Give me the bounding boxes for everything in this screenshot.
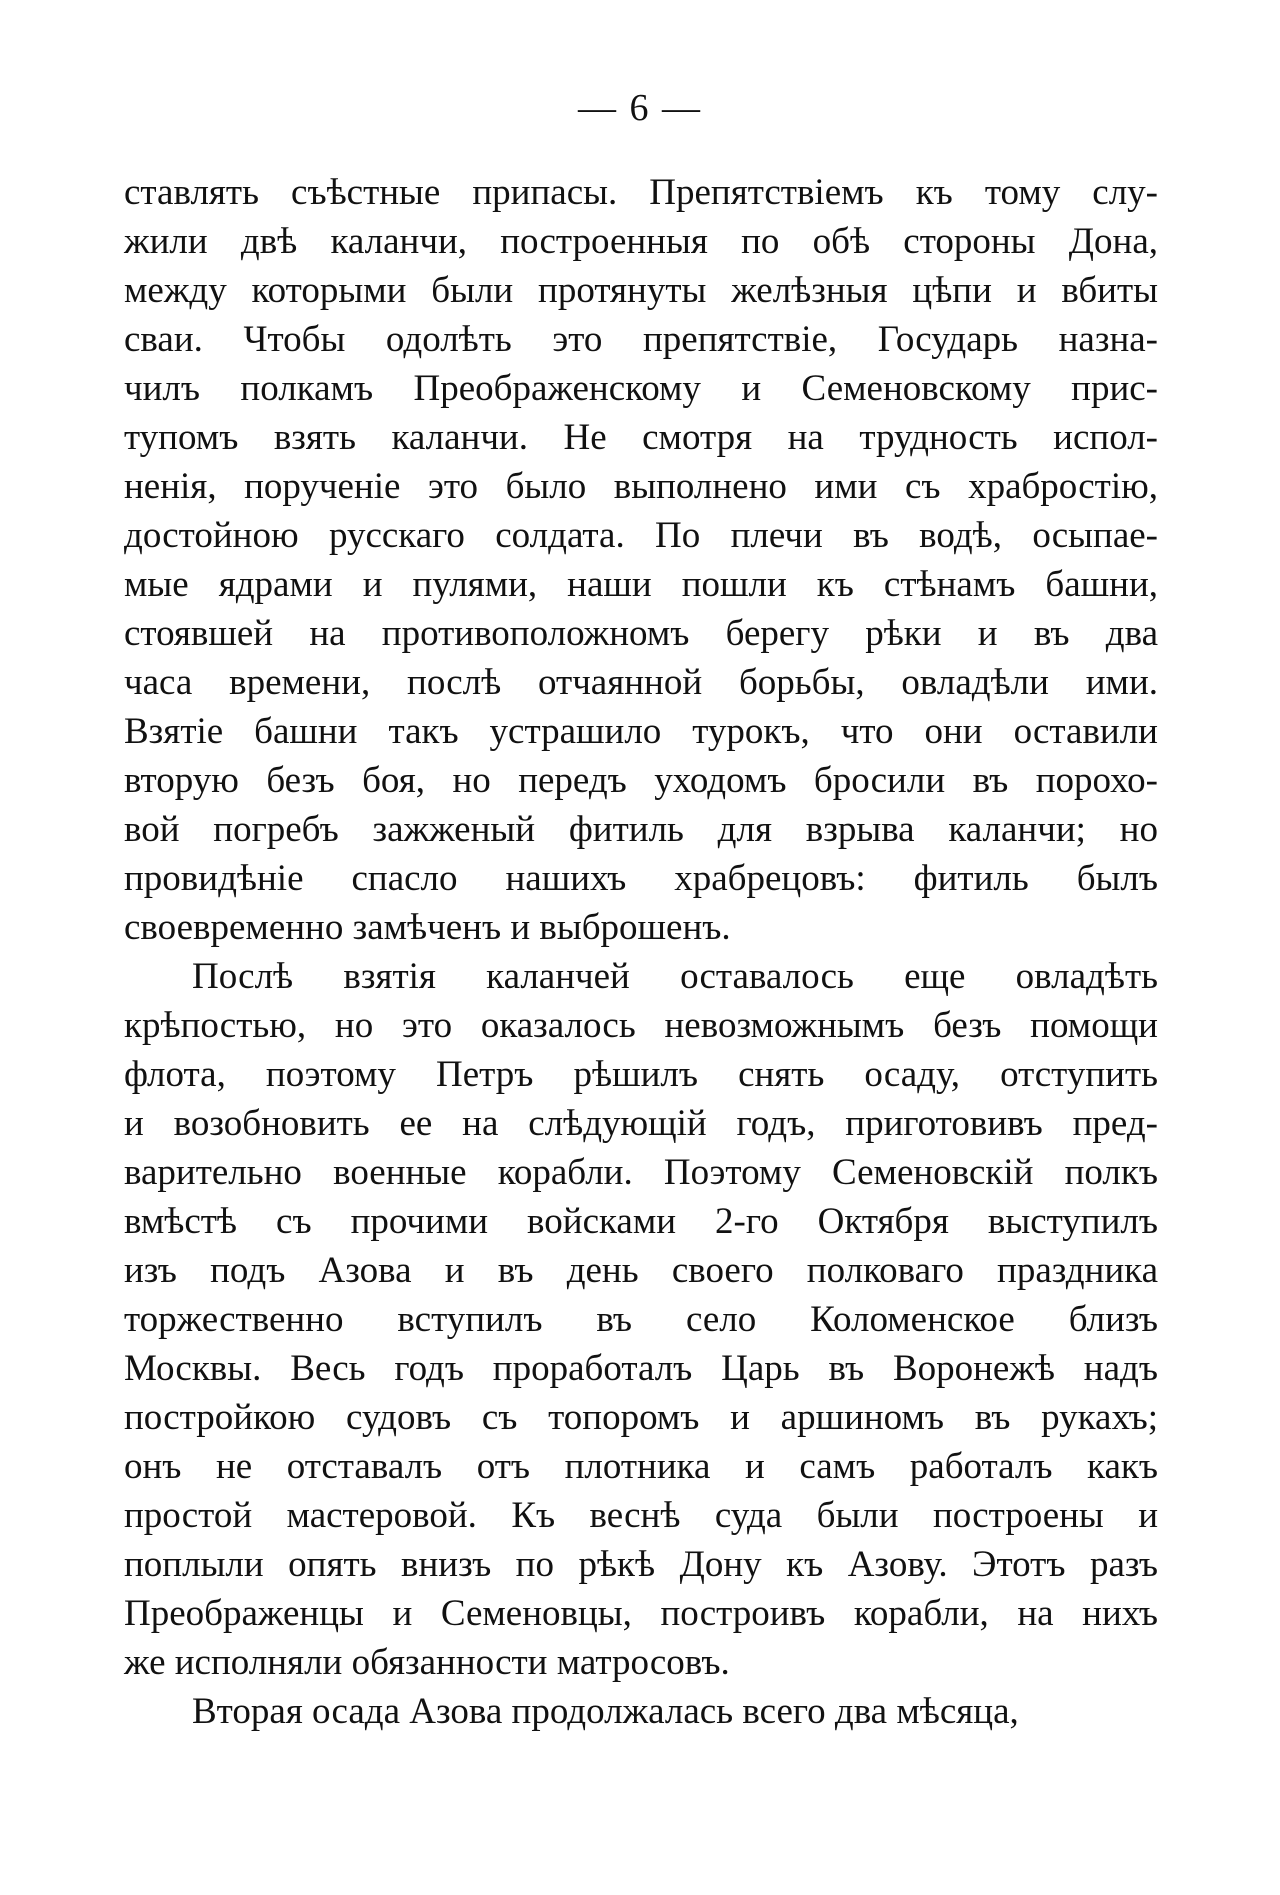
text-line: достойною русскаго солдата. По плечи въ водѣ, осыпае-	[124, 515, 1158, 556]
text-line: сваи. Чтобы одолѣть это препятствіе, Государь назна-	[124, 319, 1158, 360]
body-text	[124, 168, 1158, 1736]
paragraph	[124, 1687, 1158, 1736]
text-line: своевременно замѣченъ и выброшенъ.	[124, 907, 731, 948]
text-line: поплыли опять внизъ по рѣкѣ Дону къ Азову. Этотъ разъ	[124, 1544, 1158, 1585]
text-line: вмѣстѣ съ прочими войсками 2-го Октября выступилъ	[124, 1201, 1158, 1242]
text-line: Москвы. Весь годъ проработалъ Царь въ Воронежѣ надъ	[124, 1348, 1158, 1389]
text-line: между которыми были протянуты желѣзныя цѣпи и вбиты	[124, 270, 1158, 311]
text-line: Преображенцы и Семеновцы, построивъ корабли, на нихъ	[124, 1593, 1158, 1634]
text-line: онъ не отставалъ отъ плотника и самъ работалъ какъ	[124, 1446, 1158, 1487]
text-line: торжественно вступилъ въ село Коломенское близъ	[124, 1299, 1158, 1340]
text-line: вторую безъ боя, но передъ уходомъ бросили въ порохо-	[124, 760, 1158, 801]
text-line: мые ядрами и пулями, наши пошли къ стѣнамъ башни,	[124, 564, 1158, 605]
paragraph	[124, 168, 1158, 952]
text-line: флота, поэтому Петръ рѣшилъ снять осаду, отступить	[124, 1054, 1158, 1095]
text-line: вой погребъ зажженый фитиль для взрыва каланчи; но	[124, 809, 1158, 850]
page-number: — 6 —	[578, 87, 702, 129]
text-line: Взятіе башни такъ устрашило турокъ, что они оставили	[124, 711, 1158, 752]
text-line: простой мастеровой. Къ веснѣ суда были построены и	[124, 1495, 1158, 1536]
text-line: жили двѣ каланчи, построенныя по обѣ стороны Дона,	[124, 221, 1158, 262]
text-line: Вторая осада Азова продолжалась всего два мѣсяца,	[192, 1691, 1019, 1732]
text-line: ставлять съѣстные припасы. Препятствіемъ къ тому слу-	[124, 172, 1158, 213]
text-line: Послѣ взятія каланчей оставалось еще овладѣть	[192, 956, 1158, 997]
text-line: варительно военные корабли. Поэтому Семеновскій полкъ	[124, 1152, 1158, 1193]
text-line: крѣпостью, но это оказалось невозможнымъ безъ помощи	[124, 1005, 1158, 1046]
text-line: часа времени, послѣ отчаянной борьбы, овладѣли ими.	[124, 662, 1158, 703]
paragraph	[124, 952, 1158, 1687]
text-line: стоявшей на противоположномъ берегу рѣки и въ два	[124, 613, 1158, 654]
text-line: провидѣніе спасло нашихъ храбрецовъ: фитиль былъ	[124, 858, 1158, 899]
text-line: изъ подъ Азова и въ день своего полковаго праздника	[124, 1250, 1158, 1291]
text-line: тупомъ взять каланчи. Не смотря на трудность испол-	[124, 417, 1158, 458]
text-line: и возобновить ее на слѣдующій годъ, приготовивъ пред-	[124, 1103, 1158, 1144]
text-line: чилъ полкамъ Преображенскому и Семеновскому прис-	[124, 368, 1158, 409]
text-line: ненія, порученіе это было выполнено ими съ храбростію,	[124, 466, 1158, 507]
text-line: постройкою судовъ съ топоромъ и аршиномъ въ рукахъ;	[124, 1397, 1158, 1438]
text-line: же исполняли обязанности матросовъ.	[124, 1642, 730, 1683]
